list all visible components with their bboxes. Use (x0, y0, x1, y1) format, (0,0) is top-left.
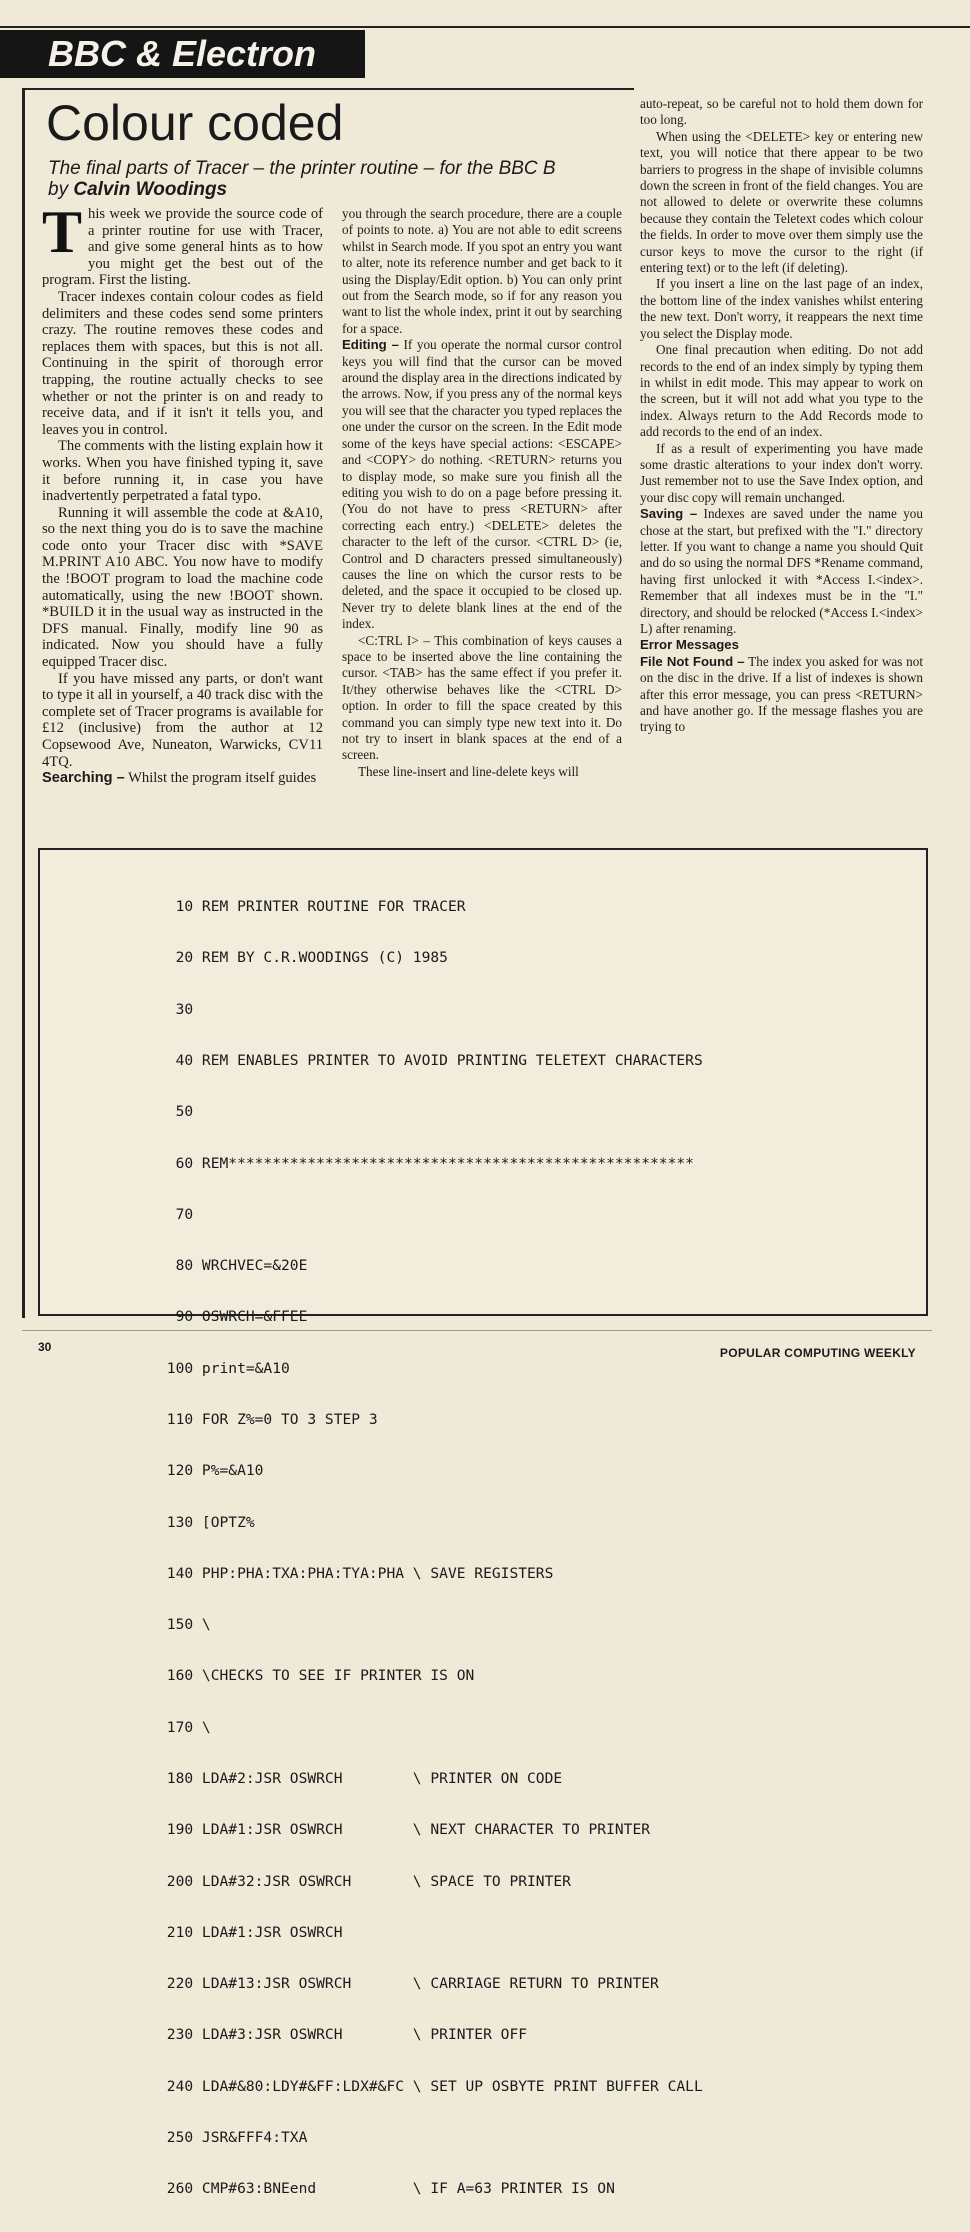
paragraph: If you have missed any parts, or don't want to type it all in yourself, a 40 track disc with the complete set of Tracer programs is available for £12 (inclusive) from the author at 12 Copsewood Ave, Nuneaton, Warwicks, CV11 4TQ. (42, 670, 323, 770)
listing-line: 190 LDA#1:JSR OSWRCH \ NEXT CHARACTER TO PRINTER (158, 1821, 651, 1839)
paragraph (342, 337, 622, 632)
paragraph-text: Whilst the program itself guides (124, 770, 317, 787)
program-listing (158, 864, 703, 2232)
paragraph: If you insert a line on the last page of an index, the bottom line of the index vanishes whilst entering the new text. Don't worry, it reappears the next time you select the Display mode. (640, 276, 923, 341)
listing-line: 260 CMP#63:BNEend \ IF A=63 PRINTER IS ON (158, 2180, 615, 2198)
paragraph: The comments with the listing explain how it works. When you have finished typing it, save it before running it, in case you have inadvertently perpetrated a fatal typo. (42, 438, 323, 505)
listing-line: 80 WRCHVEC=&20E (158, 1257, 308, 1275)
listing-line: 160 \CHECKS TO SEE IF PRINTER IS ON (158, 1667, 475, 1685)
article-column-1 (42, 199, 323, 787)
magazine-name: POPULAR COMPUTING WEEKLY (719, 1346, 916, 1360)
frame-top-rule (22, 88, 634, 90)
run-in-heading: Editing – (342, 337, 399, 353)
frame-left-rule (22, 88, 25, 1318)
listing-line: 180 LDA#2:JSR OSWRCH \ PRINTER ON CODE (158, 1769, 563, 1787)
listing-line: 120 P%=&A10 (158, 1462, 264, 1480)
author-name: Calvin Woodings (73, 179, 228, 200)
page-number: 30 (38, 1340, 52, 1354)
paragraph (42, 199, 323, 289)
listing-line: 140 PHP:PHA:TXA:PHA:TYA:PHA \ SAVE REGISTERS (158, 1564, 554, 1582)
listing-line: 100 print=&A10 (158, 1359, 290, 1377)
listing-line: 130 [OPTZ% (158, 1513, 255, 1531)
bottom-rule (22, 1330, 932, 1331)
listing-line: 90 OSWRCH=&FFEE (158, 1308, 308, 1326)
paragraph (640, 654, 923, 736)
listing-line: 50 (158, 1103, 194, 1121)
byline-prefix: by (48, 179, 69, 200)
listing-line: 230 LDA#3:JSR OSWRCH \ PRINTER OFF (158, 2026, 528, 2044)
paragraph: One final precaution when editing. Do not add records to the end of an index simply by typing them in whilst in edit mode. This may appear to work on the screen, but it will not add what you type to the index. Always return to the Add Records mode to add records to the end of an index. (640, 342, 923, 440)
paragraph: auto-repeat, so be careful not to hold them down for too long. (640, 96, 923, 128)
paragraph (42, 770, 323, 787)
paragraph-text: The index you asked for was not on the disc in the drive. If a list of indexes is shown after this error message, you can press <RETURN> and have another go. If the message flashes you are trying to (640, 653, 924, 735)
paragraph: If as a result of experimenting you have made some drastic alterations to your index don't worry. Just remember not to use the Save Index option, and your disc copy will remain unchanged. (640, 440, 923, 505)
section-tab: BBC & Electron (0, 30, 365, 78)
top-rule (0, 26, 970, 28)
listing-line: 210 LDA#1:JSR OSWRCH (158, 1923, 343, 1941)
run-in-heading: Searching – (42, 770, 125, 787)
article-column-3 (640, 96, 923, 736)
subheading: Error Messages (640, 637, 739, 653)
listing-line: 70 (158, 1205, 194, 1223)
run-in-heading: Saving – (640, 506, 698, 522)
listing-line: 110 FOR Z%=0 TO 3 STEP 3 (158, 1411, 378, 1428)
drop-cap: T (42, 199, 83, 265)
paragraph: Tracer indexes contain colour codes as field delimiters and these codes send some printers crazy. The routine removes these codes and replaces them with spaces, but this is not all. Continuing in the spirit of thorough error trapping, the routine actually checks to see whether or not the printer is on and ready to receive data, and if it isn't it tells you, and leaves you in control. (42, 288, 323, 438)
paragraph (640, 506, 923, 637)
standfirst (48, 158, 628, 200)
listing-line: 40 REM ENABLES PRINTER TO AVOID PRINTING TELETEXT CHARACTERS (158, 1052, 703, 1070)
headline: Colour coded (46, 95, 344, 151)
paragraph: <C:TRL I> – This combination of keys causes a space to be inserted above the line containing the cursor. <TAB> has the same effect if you prefer it. It/they otherwise behaves like the <CTRL D> option. In order to fill the space created by this command you can simply type new text into it. Do not try to insert in blank spaces at the end of a screen. (342, 632, 622, 763)
listing-line: 10 REM PRINTER ROUTINE FOR TRACER (158, 898, 466, 916)
paragraph: Running it will assemble the code at &A10, so the next thing you do is to save the machine code onto your Tracer disc with *SAVE M.PRINT A10 ABC. You now have to modify the !BOOT program to load the machine code automatically, using the new !BOOT shown. *BUILD it in the usual way as instructed in the DFS manual. Finally, modify line 90 as indicated. Now you should have a fully equipped Tracer disc. (42, 504, 323, 671)
listing-line: 60 REM***************************************************** (158, 1154, 694, 1172)
listing-line: 150 \ (158, 1616, 211, 1634)
standfirst-text: The final parts of Tracer – the printer routine – for the BBC B (48, 158, 556, 179)
article-column-2 (342, 206, 622, 780)
listing-line: 20 REM BY C.R.WOODINGS (C) 1985 (158, 949, 448, 967)
paragraph-text: his week we provide the source code of a printer routine for use with Tracer, and give some general hints as to how you might get the best out of the program. First the listing. (42, 206, 323, 289)
listing-line: 240 LDA#&80:LDY#&FF:LDX#&FC \ SET UP OSBYTE PRINT BUFFER CALL (158, 2077, 703, 2095)
run-in-heading: File Not Found – (640, 653, 745, 669)
listing-line: 170 \ (158, 1718, 211, 1736)
paragraph: When using the <DELETE> key or entering new text, you will notice that there appear to be two barriers to progress in the shape of invisible columns down the screen in front of the field changes. You are not allowed to delete or overwrite these columns because they contain the Teletext codes which colour the fields. In order to move over them simply use the cursor keys to move the cursor to the right (if entering text) or to the left (if deleting). (640, 128, 923, 276)
paragraph-text: Indexes are saved under the name you chose at the start, but prefixed with the "I." directory letter. If you want to change a name you should Quit and do so using the normal DFS *Rename command, having first unlocked it with *Access I.<index>. Remember that all indexes must be in the "I." directory, and should be relocked (*Access I.<index> L) after renaming. (640, 506, 923, 636)
listing-line: 200 LDA#32:JSR OSWRCH \ SPACE TO PRINTER (158, 1872, 571, 1890)
paragraph: you through the search procedure, there are a couple of points to note. a) You are not able to edit screens whilst in Search mode. If you spot an entry you want to alter, note its reference number and get back to it using the Display/Edit option. b) You can only print out from the Search mode, so if for any reason you want to list the whole index, print it out by searching for a space. (342, 206, 622, 336)
listing-line: 250 JSR&FFF4:TXA (158, 2128, 308, 2146)
paragraph: These line-insert and line-delete keys will (358, 763, 579, 779)
paragraph-text: If you operate the normal cursor control keys you will find that the cursor can be moved around the display area in the directions indicated by the arrows. Now, if you press any of the normal keys you will see that the character you typed replaces the one under the cursor on the screen. In the Edit mode some of the keys have special actions: <ESCAPE> and <COPY> do nothing. <RETURN> returns you to display mode, so make sure you finish all the editing you wish to do on a page before pressing it. (You do not have to press <RETURN> after correcting each entry.) <DELETE> deletes the character to the left of the cursor. <CTRL D> (ie, Control and D characters pressed simultaneously) causes the line on which the cursor rests to be deleted, and the space it occupied to be closed up. Never try to delete blank lines at the end of the index. (342, 337, 622, 632)
listing-line: 30 (158, 1000, 194, 1018)
listing-line: 220 LDA#13:JSR OSWRCH \ CARRIAGE RETURN TO PRINTER (158, 1975, 659, 1993)
